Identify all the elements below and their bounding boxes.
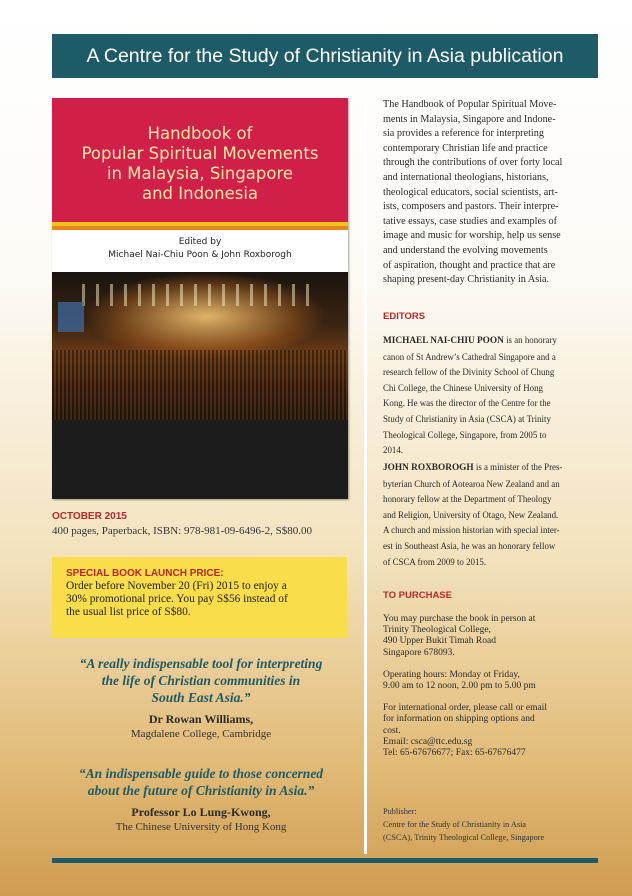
book-cover: [52, 98, 348, 499]
description-line: ists, composers and pastors. Their interpre-: [383, 201, 559, 213]
stage-screen: [58, 302, 84, 332]
bio-line: A church and mission historian with special inter-: [383, 525, 560, 536]
contact-phone: Tel: 65-67676677; Fax: 65-67676477: [383, 748, 526, 759]
publication-details: 400 pages, Paperback, ISBN: 978-981-09-6496-2, S$80.00: [52, 525, 312, 537]
launch-price-line: 30% promotional price. You pay S$56 instead of: [66, 593, 288, 605]
bio-text: is a minister of the Pres-: [473, 462, 563, 472]
intl-order-line: For international order, please call or email: [383, 703, 547, 714]
launch-price-line: the usual list price of S$80.: [66, 606, 191, 618]
contact-email[interactable]: Email: csca@ttc.edu.sg: [383, 736, 473, 747]
description-line: through the contributions of over forty local: [383, 157, 563, 169]
description-line: tative essays, case studies and examples of: [383, 215, 557, 227]
editors-heading: EDITORS: [383, 311, 426, 322]
publisher-label: Publisher:: [383, 807, 417, 816]
description-line: image and music for worship, help us sense: [383, 230, 561, 242]
cover-title-line: Popular Spiritual Movements: [81, 144, 319, 163]
bio-line: and Religion, University of Otago, New Zealand.: [383, 509, 559, 520]
description-line: shaping present-day Christianity in Asia.: [383, 274, 550, 286]
bio-line: est in Southeast Asia, he was an honorary fellow: [383, 540, 556, 551]
publication-banner: [52, 34, 598, 78]
cover-title-panel: [52, 98, 348, 222]
launch-price-title: SPECIAL BOOK LAUNCH PRICE:: [66, 568, 224, 579]
editor-name: MICHAEL NAI-CHIU POON: [383, 336, 504, 346]
stage-lights: [82, 284, 318, 306]
hours-line: Operating hours: Monday ot Friday,: [383, 669, 520, 680]
bio-line: byterian Church of Aotearoa New Zealand and an: [383, 478, 560, 489]
quote-affiliation-1: Magdalene College, Cambridge: [130, 728, 272, 740]
publisher-info: [383, 805, 603, 844]
endorsement-quote-1: [52, 655, 350, 706]
cover-editor-names: Michael Nai-Chiu Poon & John Roxborogh: [108, 250, 292, 260]
address-line: 490 Upper Bukit Timah Road: [383, 636, 496, 647]
cover-editors: [52, 230, 348, 272]
launch-price-box: [52, 557, 347, 638]
description-line: and international theologians, historians,: [383, 171, 549, 183]
quote-author-2: Professor Lo Lung-Kwong,: [131, 805, 271, 819]
description-line: theological educators, social scientists, art-: [383, 186, 558, 198]
cover-bottom-panel: [52, 420, 348, 499]
cover-title: [76, 124, 324, 204]
crowd: [52, 350, 348, 420]
bio-line: Theological College, Singapore, from 2005 to: [383, 429, 547, 440]
book-description: [383, 98, 603, 288]
bio-line: of CSCA from 2009 to 2015.: [383, 556, 487, 567]
publisher-line: (CSCA), Trinity Theological College, Singapore: [383, 833, 545, 842]
cover-edited-by: Edited by: [178, 237, 222, 247]
quote-affiliation-2: The Chinese University of Hong Kong: [115, 821, 287, 833]
address-line: Trinity Theological College,: [383, 625, 491, 636]
intl-order-line: for information on shipping options and: [383, 714, 535, 725]
column-divider: [364, 96, 367, 854]
description-line: ments in Malaysia, Singapore and Indone-: [383, 113, 556, 125]
quote-line: “An indispensable guide to those concerned: [78, 766, 324, 781]
description-line: contemporary Christian life and practice: [383, 142, 548, 154]
publication-date: OCTOBER 2015: [52, 511, 127, 522]
bio-text: is an honorary: [503, 335, 557, 345]
description-line: of aspiration, thought and practice that are: [383, 259, 556, 271]
address-line: Singapore 678093.: [383, 647, 455, 658]
quote-author-1: Dr Rowan Williams,: [148, 712, 254, 726]
description-line: sia provides a reference for interpreting: [383, 128, 544, 140]
address-line: You may purchase the book in person at: [383, 614, 536, 624]
editor-bio-roxborogh: [383, 460, 603, 570]
footer-bar: [52, 858, 598, 863]
quote-line: about the future of Christianity in Asia.”: [87, 783, 315, 798]
publisher-line: Centre for the Study of Christianity in Asia: [383, 820, 527, 829]
bio-line: Kong. He was the director of the Centre for the: [383, 398, 551, 409]
intl-order-line: cost.: [383, 725, 401, 736]
cover-title-line: in Malaysia, Singapore: [106, 164, 294, 183]
quote-line: “A really indispensable tool for interpreting: [79, 656, 323, 671]
bio-line: Study of Christianity in Asia (CSCA) at Trinity: [383, 413, 551, 424]
endorsement-quote-2: [52, 765, 350, 799]
editor-bio-poon: [383, 333, 603, 459]
bio-first-line: [383, 460, 603, 477]
bio-line: 2014.: [383, 445, 403, 456]
quote-line: the life of Christian communities in: [101, 673, 301, 688]
bio-line: Chi College, the Chinese University of Hong: [383, 382, 543, 393]
description-line: and understand the evolving movements: [383, 244, 548, 256]
editor-name: JOHN ROXBOROGH: [383, 463, 474, 473]
cover-title-line: Handbook of: [147, 124, 253, 143]
purchase-heading: TO PURCHASE: [383, 590, 452, 601]
bio-line: research fellow of the Divinity School of Chung: [383, 367, 555, 378]
cover-stadium-photo: [52, 272, 348, 420]
hours-line: 9.00 am to 12 noon, 2.00 pm to 5.00 pm: [383, 681, 536, 692]
description-line: The Handbook of Popular Spiritual Move-: [383, 99, 557, 110]
spacer: [383, 692, 603, 703]
purchase-info: [383, 614, 603, 759]
quote-line: South East Asia.”: [151, 690, 251, 705]
bio-line: canon of St Andrew’s Cathedral Singapore and a: [383, 351, 556, 362]
bio-first-line: [383, 333, 603, 350]
cover-title-line: and Indonesia: [141, 184, 259, 203]
launch-price-text: [66, 580, 333, 619]
banner-title: A Centre for the Study of Christianity in Asia publication: [86, 44, 564, 67]
spacer: [383, 659, 603, 670]
launch-price-line: Order before November 20 (Fri) 2015 to enjoy a: [66, 580, 287, 592]
bio-line: honorary fellow at the Department of Theology: [383, 494, 552, 505]
